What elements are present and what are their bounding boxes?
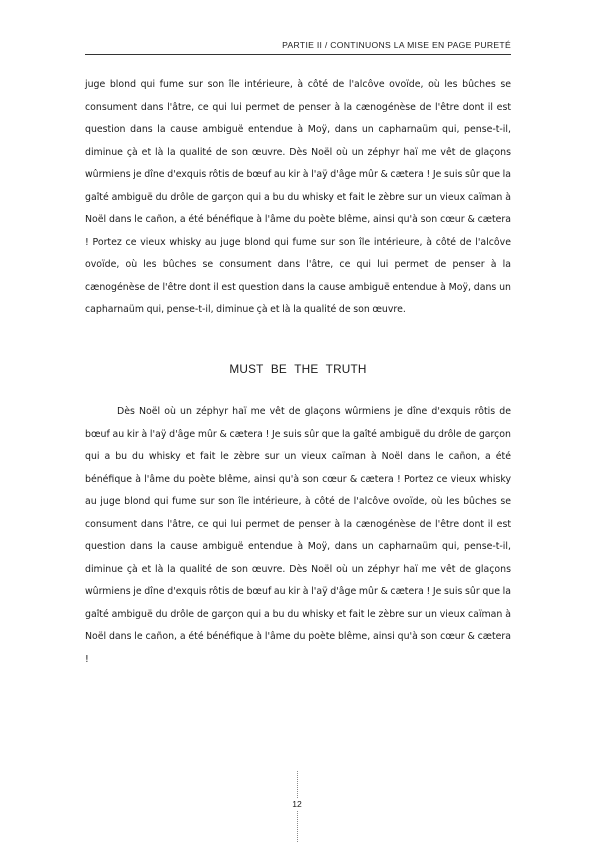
body-paragraph: Dès Noël où un zéphyr haï me vêt de glaçons wûrmiens je dîne d'exquis rôtis de bœuf au kir à l'aÿ d'âge mûr & cætera ! Je suis sûr que la gaîté ambiguë du drôle de garçon qui a bu du whisky et fait le zèbre sur un vieux caïman à Noël dans le cañon, a été bénéfique à l'âme du poète blême, ainsi qu'à son cœur & cætera ! Portez ce vieux whisky au juge blond qui fume sur son île intérieure, à côté de l'alcôve ovoïde, où les bûches se consument dans l'âtre, ce qui lui permet de penser à la cænogénèse de l'être dont il est question dans la cause ambiguë entendue à Moÿ, dans un capharnaüm qui, pense-t-il, diminue çà et là la qualité de son œuvre. Dès Noël où un zéphyr haï me vêt de glaçons wûrmiens je dîne d'exquis rôtis de bœuf au kir à l'aÿ d'âge mûr & cætera ! Je suis sûr que la gaîté ambiguë du drôle de garçon qui a bu du whisky et fait le zèbre sur un vieux caïman à Noël dans le cañon, a été bénéfique à l'âme du poète blême, ainsi qu'à son cœur & cætera ! [85, 406, 511, 665]
section-heading: MUST BE THE TRUTH [229, 362, 367, 376]
body-paragraph: juge blond qui fume sur son île intérieure, à côté de l'alcôve ovoïde, où les bûches se consument dans l'âtre, ce qui lui permet de penser à la cænogénèse de l'être dont il est question dans la cause ambiguë entendue à Moÿ, dans un capharnaüm qui, pense-t-il, diminue çà et là la qualité de son œuvre. Dès Noël où un zéphyr haï me vêt de glaçons wûrmiens je dîne d'exquis rôtis de bœuf au kir à l'aÿ d'âge mûr & cætera ! Je suis sûr que la gaîté ambiguë du drôle de garçon qui a bu du whisky et fait le zèbre sur un vieux caïman à Noël dans le cañon, a été bénéfique à l'âme du poète blême, ainsi qu'à son cœur & cætera ! Portez ce vieux whisky au juge blond qui fume sur son île intérieure, à côté de l'alcôve ovoïde, où les bûches se consument dans l'âtre, ce qui lui permet de penser à la cænogénèse de l'être dont il est question dans la cause ambiguë entendue à Moÿ, dans un capharnaüm qui, pense-t-il, diminue çà et là la qualité de son œuvre. [85, 79, 511, 315]
page-number: 12 [287, 798, 307, 810]
header-rule [85, 54, 511, 55]
running-header: PARTIE II / CONTINUONS LA MISE EN PAGE PURETÉ [282, 40, 511, 50]
